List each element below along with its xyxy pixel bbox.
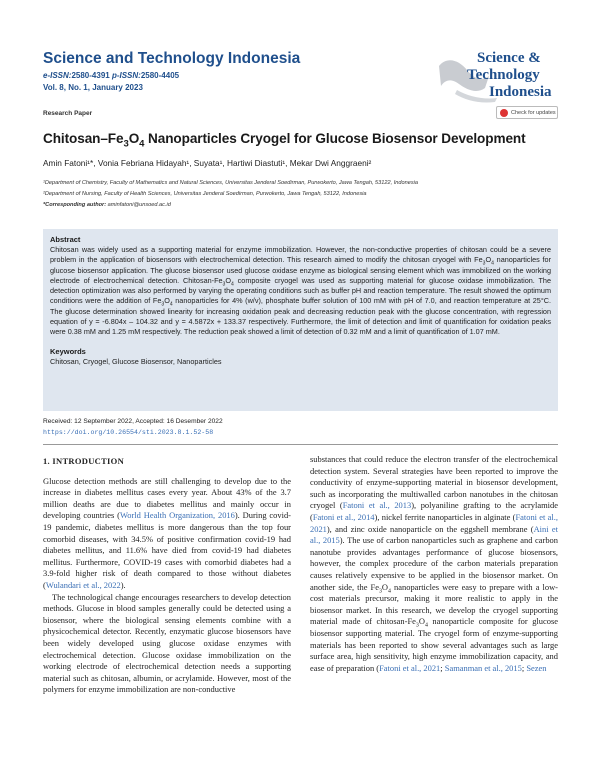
text-run: Glucose detection methods are still challenging to develop due to the increase in diabetes mellitus cases every year. About 43% of the 3.7 million deaths are due to diabetes mellitus and mainly occur in developing countries ( xyxy=(43,475,291,521)
text-run: O xyxy=(381,581,389,592)
citation-link[interactable]: World Health Organization, 2016 xyxy=(119,510,235,521)
abstract-part: nanoparticles for 4% (w/v), phosphate buffer solution of 100 mM with pH of 7.0, and reaction temperature at 25°C. The glucose determination showed linearity for increasing oxidation peak and decreasing reduction peak with the glucose concentration, with regression equation of y = -6.804x – 104.32 and y = 4.5872x + 133.37 respectively. Furthermore, the limit of detection and limit of quantification for oxidation peaks were 0.38 mM and 1.25 mM respectively. The reduction peak showed a limit of detection of 0.32 mM and a limit of quantification of 1.07 mM. xyxy=(50,296,551,337)
abstract-part: O xyxy=(225,275,231,285)
intro-paragraph-1 xyxy=(43,476,291,592)
citation-link[interactable]: Samanman et al., 2015 xyxy=(444,662,522,673)
text-run: nanoparticle composite for glucose biosensor supporting material. The cryogel form of enzyme-supporting materials has been reported to show several advantages such as large surface area, high sensitivity, high enzyme immobilization capacity, and ease of preparation ( xyxy=(310,616,558,673)
divider xyxy=(43,444,558,445)
authors: Amin Fatoni¹*, Vonia Febriana Hidayah¹, Suyata¹, Hartiwi Diastuti¹, Mekar Dwi Anggraeni² xyxy=(43,158,372,168)
article-title xyxy=(43,131,526,150)
citation-link[interactable]: Aini et al., 2015 xyxy=(310,523,558,546)
volume-issue: Vol. 8, No. 1, January 2023 xyxy=(43,83,143,92)
subscript: 4 xyxy=(169,301,173,308)
section-heading-introduction: 1. INTRODUCTION xyxy=(43,456,125,466)
title-sub: 4 xyxy=(139,138,145,150)
body-column-left xyxy=(43,456,291,696)
received-accepted-dates: Received: 12 September 2022, Accepted: 16 Desember 2022 xyxy=(43,418,223,425)
subscript: 3 xyxy=(415,623,419,629)
title-part: O xyxy=(128,131,140,146)
doi-link[interactable]: https://doi.org/10.26554/sti.2023.8.1.52-58 xyxy=(43,429,214,436)
intro-paragraph-2: The technological change encourages researchers to develop detection methods. Glucose in blood samples generally could be detected using a biosensor, where the biological sensing elements combine with a physicochemical detector. Recently, enzymatic glucose biosensors have been widely developed using glucose oxidase enzymes with electrochemical detection. Glucose oxidase immobilization on the working electrode of electrochemical detection needs a supporting material such as chitosan, albumin, or acrylamide. However, most of the polymers for enzyme immobilization are non-conductive xyxy=(43,591,291,695)
keywords-heading: Keywords xyxy=(50,346,86,356)
text-run: ; xyxy=(521,662,527,673)
text-run: ). xyxy=(120,579,126,590)
abstract-box xyxy=(43,229,558,411)
abstract-text xyxy=(50,245,551,338)
text-run: ), polyaniline grafting to the acrylamide ( xyxy=(310,500,558,522)
citation-link[interactable]: Sezen xyxy=(526,662,547,673)
subscript: 3 xyxy=(482,260,486,267)
issn-e: 2580-4391 xyxy=(71,71,110,80)
corresponding-label: *Corresponding author: xyxy=(43,202,107,208)
keywords: Chitosan, Cryogel, Glucose Biosensor, Nanoparticles xyxy=(50,356,222,366)
issn-p-label: p-ISSN: xyxy=(109,71,141,80)
text-run: nanoparticles were easy to prepare with a low-cost materials precursor, making it more realistic to apply in the biosensor market. In this research, we develop the cryogel supporting material made of chitosan-Fe xyxy=(310,581,558,627)
journal-title: Science and Technology Indonesia xyxy=(43,50,301,67)
citation-link[interactable]: Wulandari et al., 2022 xyxy=(45,579,121,590)
citation-link[interactable]: Fatoni et al., 2013 xyxy=(342,500,412,511)
text-run: ). The use of carbon nanoparticles such as graphene and carbon nanotube provides advantages performance of glucose biosensors, however, the complex procedure of the carbon materials preparation causes relatively expensive to be applied in the biosensor market. On another side, the Fe xyxy=(310,535,558,592)
text-run: O xyxy=(418,616,425,627)
paper-type: Research Paper xyxy=(43,110,93,117)
affiliation-1: ¹Department of Chemistry, Faculty of Mathematics and Natural Sciences, Universitas Jenderal Soedirman, Purwokerto, Jawa Tengah, 53122, Indonesia xyxy=(43,180,418,186)
text-run: ), and zinc oxide nanoparticle on the eggshell membrane ( xyxy=(326,523,534,534)
abstract-part: Chitosan was widely used as a supporting material for enzyme immobilization. However, the non-conductive properties of chitosan could be a severe problem in the application of biosensors with electrochemical detection. This research aimed to modify the chitosan cryogel with Fe xyxy=(50,245,551,265)
logo-line3: Indonesia xyxy=(489,84,552,100)
abstract-heading: Abstract xyxy=(50,235,81,244)
logo-line1: Science & xyxy=(477,50,541,66)
check-updates-label: Check for updates xyxy=(511,109,556,116)
body-column-right xyxy=(310,454,558,674)
check-for-updates-button[interactable] xyxy=(496,106,558,119)
citation-link[interactable]: Fatoni et al., 2021 xyxy=(310,511,558,534)
logo-line2: Technology xyxy=(467,67,540,83)
citation-link[interactable]: Fatoni et al., 2014 xyxy=(312,511,375,522)
corresponding-author xyxy=(43,202,171,208)
issn-p: 2580-4405 xyxy=(140,71,180,80)
issn-e-label: e-ISSN: xyxy=(43,71,72,80)
title-part: Chitosan–Fe xyxy=(43,131,124,146)
subscript: 3 xyxy=(161,301,165,308)
text-run: ), nickel ferrite nanoparticles in alginate ( xyxy=(374,511,516,522)
check-updates-icon xyxy=(500,109,508,117)
subscript: 4 xyxy=(424,623,428,629)
subscript: 3 xyxy=(222,281,226,288)
affiliation-2: ²Department of Nursing, Faculty of Health Sciences, Universitas Jenderal Soedirman, Purwokerto, Jawa Tengah, 53122, Indonesia xyxy=(43,191,367,197)
abstract-part: O xyxy=(164,296,170,306)
abstract-part: composite cryogel was used as supporting material for glucose oxidase immobilization. The detection optimization was also performed by varying the operating conditions such as buffer pH and reaction temperature. The result showed the optimum conditions were the addition of Fe xyxy=(50,275,551,306)
title-part: Nanoparticles Cryogel for Glucose Biosensor Development xyxy=(144,131,526,146)
issn-line xyxy=(43,71,179,80)
corresponding-email[interactable]: aminfatoni@unsoed.ac.id xyxy=(106,202,171,208)
text-run: ; xyxy=(440,662,445,673)
abstract-part: O xyxy=(485,255,492,265)
subscript: 3 xyxy=(378,588,382,595)
journal-logo xyxy=(437,46,565,106)
subscript: 4 xyxy=(231,281,234,288)
intro-paragraph-3 xyxy=(310,454,558,674)
text-run: substances that could reduce the electron transfer of the electrochemical detection system. Several strategies have been reported to improve the conductivity of enzyme-supporting material in biosensor development, such as incorporating the multiwalled carbon nanotubes in the chitosan cryogel ( xyxy=(310,454,558,511)
citation-link[interactable]: Fatoni et al., 2021 xyxy=(379,662,441,673)
title-sub: 3 xyxy=(123,138,129,150)
subscript: 4 xyxy=(491,260,494,267)
subscript: 4 xyxy=(388,588,391,595)
text-run: ). During covid-19 pandemic, diabetes mellitus is more dangerous than the top four comorbid diseases, with 34.5% of positive confirmation covid-19 had diabetes mellitus, and 11.6% have died from covid-19 had diabetes mellitus. Furthermore, COVID-19 cases with comorbid diabetes had a 3.9-fold higher risk of death compared to those without diabetes ( xyxy=(43,510,291,590)
abstract-part: nanoparticles for glucose biosensor application. The glucose biosensor used glucose oxidase enzyme as biological sensing element which was immobilized on the working electrode of electrochemical detection. Chitosan-Fe xyxy=(50,255,551,285)
